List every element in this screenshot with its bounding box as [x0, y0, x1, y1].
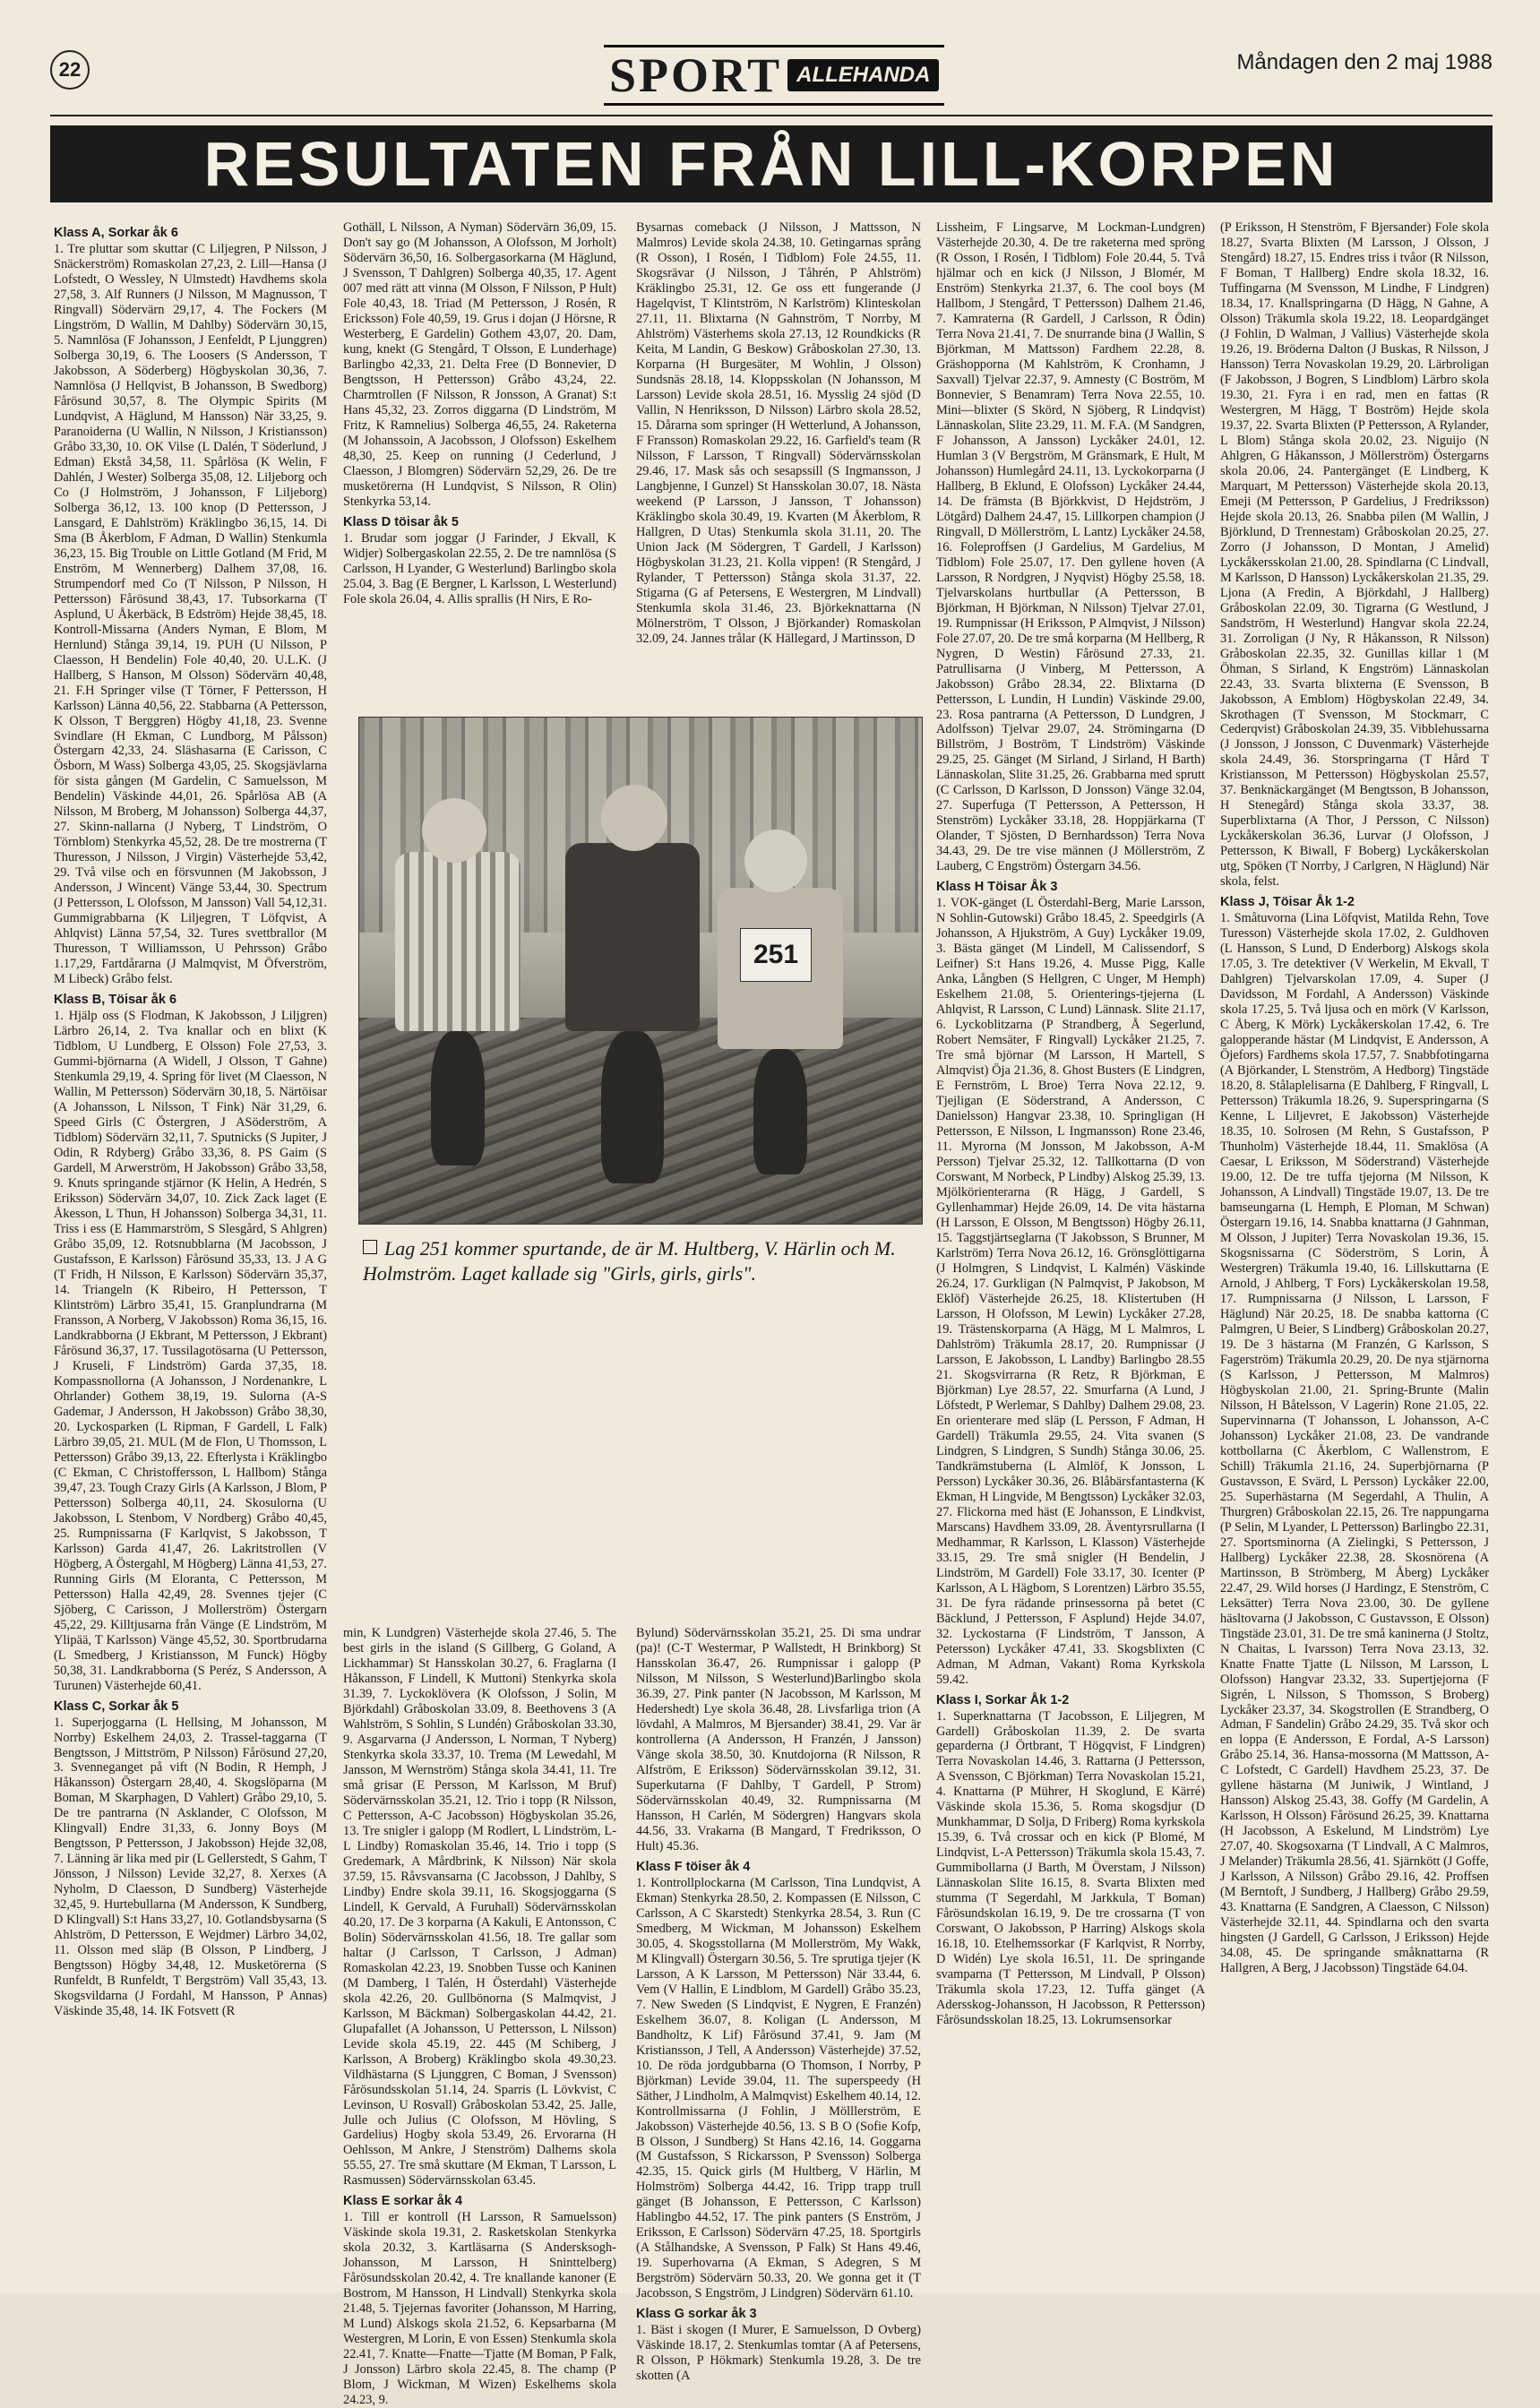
runner-right-head	[744, 830, 807, 892]
results-column-3-lower	[636, 1626, 921, 2384]
results-paragraph: 1. Superknattarna (T Jacobsson, E Liljegren, M Gardell) Gråboskolan 11.39, 2. De svarta geparderna (J Örtbrant, T Högqvist, F Lindgren) Terra Novaskolan 14.46, 3. Rattarna (J Pettersson, A Svensson, C Björkman) Terra Novaskolan 15.21, 4. Knattarna (P Mührer, H Skoglund, E Kärré) Väskinde skola 15.36, 5. Roma skogsdjur (D Munkhammar, D Solja, D Friberg) Roma kyrkskola 15.39, 6. Två crossar och en kick (P Blomé, M Lindqvist, L-A Pettersson) Träkumla skola 15.43, 7. Gummibollarna (J Barth, M Överstam, J Nilsson) Lännaskolan Slite 16.15, 8. Svarta Blixten med stumma (T Segerdahl, M Jarkkula, T Boman) Fårösundskolan 16.19, 9. De tre crossarna (T von Corswant, O Jakobsson, P Harring) Alskogs skola 16.18, 10. Etelhemssorkar (F Karlqvist, R Norrby, D Widén) Lye skola 16.51, 11. De springande svamparna (T Pettersson, M Lindvall, P Olsson) Träkumla skola 17.23, 12. Tuffa gänget (A Adersskog-Johansson, H Jacobsson, R Pettersson) Fårösundsskolan 18.25, 13. Lokrumsensorkar	[936, 1708, 1205, 2028]
results-paragraph: (P Eriksson, H Stenström, F Bjersander) Fole skola 18.27, Svarta Blixten (M Larsson, J Olsson, J Stengård) 18.27, 15. Endres triss i tvåor (R Nilsson, F Boman, T Hallberg) Endre skola 18.32, 16. Tuffingarna (M Svensson, M Lindhe, F Lindgren) 18.34, 17. Knallspringarna (D Hägg, N Gahne, A Olsson) Träkumla skola 19.22, 18. Leopardgänget (J Fohlin, D Walman, J Vallius) Västerhejde skola 19.26, 19. Bröderna Dalton (J Buskas, R Nilsson, J Hansson) Terra Novaskolan 19.29, 20. Lärbroligan (F Jakobsson, J Bogren, S Lindblom) Lärbro skola 19.30, 21. Fyra i en rad, men en fattas (R Westergren, M Hägg, T Boström) Hejde skola 19.37, 22. Svarta Blixten (P Pettersson, A Rylander, L Blom) Stånga skola 20.02, 23. Niguijo (N Ahlgren, G Håkansson, J Möllerström) Östergarns skola 20.06, 24. Pantergänget (E Lindberg, K Marquart, M Pettersson) Västerhejde skola 20.13, Emeji (M Pettersson, P Gardelius, J Fredriksson) Hejde skola 20.13, 26. Snabba pilen (M Wallin, J Björklund, D Trennestam) Gråboskolan 20.25, 27. Zorro (J Johansson, D Montan, J Amelid) Lyckåkersskolan 21.00, 28. Spindlarna (C Lindvall, M Karlsson, D Hansson) Lyckåkerskolan 21.35, 29. Ljona (A Fredin, A Björkdahl, J Hallberg) Gråboskolan 22.09, 30. Tigrarna (G Westlund, J Sandström, H Westerlund) Hangvar skola 22.24, 31. Zorroligan (J Ny, R Håkansson, R Nilsson) Gråboskolan 22.35, 32. Gunillas killar 1 (M Öhman, S Sirland, K Engström) Lännaskolan 22.43, 33. Svarta blixterna (E Svensson, B Jakobsson, A Emblom) Högbyskolan 22.49, 34. Skrothagen (T Svensson, M Stockmarr, C Cederqvist) Gråboskolan 24.39, 35. Vibblehussarna (J Jonsson, J Jonsson, C Duvenmark) Västerhejde skola 24.49, 36. Storspringarna (T Hård T Kristiansson, M Pettersson) Högbyskolan 25.57, 37. Benknäckargänget (M Bengtsson, B Johansson, H Stenegård) Stånga skola 33.37, 38. Superblixtarna (A Thor, J Persson, C Nilsson) Lyckåkerskolan 36.36, Lurvar (J Olofsson, J Pettersson, K Biwall, F Boberg) Lyckåkerskolan utg, Spöken (T Norrby, J Carlgren, N Häglund) När skola, felst.	[1220, 220, 1489, 890]
results-paragraph: min, K Lundgren) Västerhejde skola 27.46, 5. The best girls in the island (S Gillberg, G Goland, A Lickhammar) St Hansskolan 30.27, 6. Fraglarna (I Håkansson, F Lindell, K Muttoni) Stenkyrka skola 31.39, 7. Lyckoklövera (K Olofsson, J Solin, M Björkdahl) Gråboskolan 33.09, 8. Beethovens 3 (A Wahlström, S Sohlin, S Lundén) Gråboskolan 33.30, 9. Asgarvarna (J Andersson, L Norman, T Nyberg) Stenkyrka skola 33.37, 10. Trema (M Lewedahl, M Jansson, M Wernström) Stånga skola 34.41, 11. Tre små grisar (E Persson, M Karlsson, M Bruf) Södervärnsskolan 35.21, 12. Trio i topp (R Nilsson, C Pettersson, A-C Jacobsson) Högbyskolan 35.26, 13. Tre snigler i galopp (M Rodlert, L Lindström, L-L Lindby) Romaskolan 35.46, 14. Trio i topp (S Gredemark, A Mårdbrink, K Nilsson) När skola 37.59, 15. Råvsvansarna (C Jacobsson, J Dahlby, S Lindby) Endre skola 39.11, 16. Skogsjoggarna (S Lindell, K Gervald, A Furuhall) Södervärnsskolan 40.20, 17. De 3 korparna (A Kakuli, E Antonsson, C Bolin) Södervärnsskolan 41.56, 18. Tre gallar som haltar (J Carlsson, T Carlsson, J Adman) Romaskolan 42.23, 19. Snobben Tusse och Kaninen (M Damberg, I Talén, H Österdahl) Västerhejde skola 42.26, 20. Gullbönorna (S Malmqvist, J Karlsson, M Bäckman) Solbergaskolan 44.42, 21. Glupafallet (A Johansson, U Pettersson, L Nilsson) Levide skola 45.19, 22. 445 (M Schiberg, J Karlsson, A Broberg) Kräklingbo skola 49.30,23. Vildhästarna (S Ljunggren, C Boman, J Svensson) Fårösundsskolan 51.14, 24. Sparris (L Lövkvist, C Levinson, U Rosvall) Gråboskolan 53.42, 25. Jalle, Julle och Julius (C Olofsson, M Hövling, S Gardelius) Hogby skola 53.49, 26. Ervorarna (H Oehlsson, M Ankre, J Stenström) Dalhems skola 55.55, 27. Tre små skuttare (M Ekman, T Larsson, L Rasmussen) Södervärnsskolan 63.45.	[343, 1626, 616, 2189]
class-heading: Klass D töisar åk 5	[343, 514, 459, 529]
headline-banner: RESULTATEN FRÅN LILL-KORPEN	[50, 125, 1493, 202]
runner-legs	[601, 1031, 664, 1183]
runners-photo	[358, 717, 923, 1225]
logo-sport-text: SPORT	[609, 48, 783, 102]
results-column-5	[1220, 220, 1489, 2254]
class-heading: Klass I, Sorkar Åk 1-2	[936, 1692, 1070, 1707]
caption-text: Lag 251 kommer spurtande, de är M. Hultberg, V. Härlin och M. Holmström. Laget kallade sig "Girls, girls, girls".	[363, 1237, 896, 1285]
sport-allehanda-logo	[604, 45, 944, 106]
race-bib: 251	[740, 928, 812, 982]
runner-legs	[753, 1049, 807, 1174]
runner-left-head	[422, 798, 486, 863]
header-rule	[50, 115, 1493, 116]
results-column-1	[54, 220, 327, 2254]
results-paragraph: Bysarnas comeback (J Nilsson, J Mattsson, N Malmros) Levide skola 24.38, 10. Getingarnas språng (R Osson), I Rosén, I Tidblom) Fole 24.55, 11. Skogsrävar (J Nilsson, J Tåhrén, P Ahlström) Kräklingbo 25.31, 12. Ge oss ett fungerande (J Hagelqvist, T Klintström, N Karlström) Klinteskolan 27.11, 11. Blixtarna (N Gahnström, T Norrby, M Ahlström) Västerhems skola 27.13, 12 Roundkicks (R Keita, M Landin, G Beskow) Gråboskolan 27.30, 13. Korparna (H Burgesäter, M Wohlin, J Olsson) Sundsnäs 28.18, 14. Kloppsskolan (N Johansson, M Larsson) Levide skola 28.51, 16. Mysslig 24 sjöd (D Vallin, N Henriksson, D Nilsson) Lärbro skola 28.52, 15. Dårarna som springer (H Wetterlund, A Johansson, F Fransson) Romaskolan 29.22, 16. Garfield's team (R Nilsson, F Larsson, T Ringvall) Södervärnsskolan 29.46, 17. Mask sås och sesapssill (S Ingmansson, J Langbjenne, I Gunzel) St Hansskolan 30.07, 18. Nästa weekend (P Larsson, J Jansson, T Johansson) Kräklingbo skola 30.49, 19. Kvarten (M Åkerblom, R Hallgren, D Utas) Stenkumla skola 31.11, 20. The Union Jack (M Södergren, T Gardell, J Karlsson) Högbyskolan 31.23, 21. Kolla vippen! (R Stengård, J Rylander, T Pettersson) Stånga skola 31.37, 22. Stigarna (G af Petersens, E Westergren, M Lindvall) Stenkumla skola 31.46, 23. Björkeknattarna (N Mölnerström, T Olsson, J Björkander) Romaskolan 32.09, 24. Jannes trålar (K Hällegard, J Martinsson, D	[636, 220, 921, 646]
runner-middle-head	[601, 785, 667, 851]
page-header	[50, 45, 1493, 102]
class-heading: Klass A, Sorkar åk 6	[54, 226, 178, 240]
runner-legs	[431, 1031, 485, 1165]
class-heading: Klass C, Sorkar åk 5	[54, 1698, 179, 1714]
results-column-4	[936, 220, 1205, 2254]
caption-square-icon	[363, 1240, 377, 1254]
results-paragraph: 1. Bäst i skogen (I Murer, E Samuelsson, D Ovberg) Väskinde 18.17, 2. Stenkumlas tomtar (A af Petersens, R Olsson, P Hökmark) Stenkumla 19.28, 3. De tre skotten (A	[636, 2323, 921, 2384]
page-number: 22	[50, 50, 90, 90]
class-heading: Klass E sorkar åk 4	[343, 2194, 463, 2209]
results-column-2	[343, 220, 616, 700]
results-paragraph: 1. Kontrollplockarna (M Carlsson, Tina Lundqvist, A Ekman) Stenkyrka 28.50, 2. Kompassen (E Nilsson, C Carlsson, A C Skarstedt) Stenkyrka 28.54, 3. Run (C Smedberg, M Wickman, M Johansson) Eskelhem 30.05, 4. Skogsstollarna (M Mollerström, My Wakk, M Klingvall) Östergarn 30.56, 5. Tre sprutiga tjejer (K Larsson, A K Larsson, M Pettersson) När 33.44, 6. Vem (V Hallin, E Lindblom, M Gardell) Gråbo 35.23, 7. New Sweden (S Lindqvist, E Nygren, E Franzén) Eskelhem 36.07, 8. Koligan (L Andersson, M Bandholtz, K Lif) Fårösund 37.41, 9. Jam (M Kristiansson, J Tell, A Andersson) Västerhejde) 37.52, 10. De röda jordgubbarna (O Thomson, I Norrby, P Björkman) Levide 39.04, 11. The superspeedy (H Säther, J Lindholm, A Malmqvist) Eskelhem 40.14, 12. Kontrollmissarna (J Fohlin, J Mölllerström, E Jakobsson) Västerhejde 40.56, 13. S B O (Sofie Kofp, B Olsson, J Sundberg) St Hans 42.16, 14. Goggarna (M Gustafsson, S Rickarsson, P Svensson) Solberga 42.35, 15. Quick girls (M Hultberg, V Härlin, M Holmström) Solberga 44.42, 16. Tripp trapp trull gänget (B Johansson, E Pettersson, C Karlsson) Hablingbo 44.52, 17. The pink panters (S Enström, J Eriksson, E Carlsson) Södervärn 47.25, 18. Sportgirls (A Stålhandske, A Svensson, P Falk) St Hans 49.46, 19. Superhovarna (A Ekman, S Adegren, S M Bergström) Södervärn 50.33, 20. We gonna get it (T Jacobsson, S Engström, J Lindgren) Södervärn 61.10.	[636, 1875, 921, 2301]
photo-caption	[363, 1236, 918, 1286]
results-paragraph: Bylund) Södervärnsskolan 35.21, 25. Di sma undrar (pa)! (C-T Westermar, P Wallstedt, H Brinkborg) St Hansskolan 36.47, 26. Rumpnissar i galopp (P Nilsson, M Nilsson, S Westerlund)Barlingbo skola 36.39, 27. Pink panter (N Jacobsson, M Karlsson, M Hedershedt) Lye skola 36.48, 28. Livsfarliga trion (A lövdahl, A Malmros, M Bjersander) 38.41, 29. Var är kontrollerna (A Andersson, H Franzén, J Jansson) Vänge skola 38.50, 30. Knutdojorna (R Nilsson, R Alfström, E Eriksson) Södervärnsskolan 39.12, 31. Superkutarna (F Dahlby, T Gardell, P Strom) Södervärnsskolan 40.49, 32. Rumpnissarna (M Hansson, H Carlén, M Södergren) Hangvars skola 44.56, 33. Vrakarna (B Mangard, T Fredriksson, O Hult) 45.36.	[636, 1626, 921, 1853]
runner-left	[395, 852, 521, 1031]
results-paragraph: 1. VOK-gänget (L Österdahl-Berg, Marie Larsson, N Sohlin-Gutowski) Gråbo 18.45, 2. Speedgirls (A Johansson, A Hjukström, A Guy) Lyckåker 19.09, 3. Bästa gänget (M Lindell, M Calissendorf, S Leifner) S:t Hans 19.26, 4. Musse Pigg, Kalle Anka, Långben (S Hellgren, C Unger, M Hemph) Eskelhem 21.08, 5. Orienterings-tjejerna (L Ahlqvist, R Larsson, C Lund) Lännask. Slite 21.17, 6. Lyckoblitzarna (P Strandberg, Å Segerlund, Robert Nemsäter, F Ringvall) Lyckåker 21.25, 7. Tre små björnar (M Larsson, H Martell, S Almqvist) Öja 21.36, 8. Ghost Busters (E Lindgren, E Fernström, L Broe) Terra Nova 22.12, 9. Tjejligan (E Söderstrand, A Andersson, C Danielsson) Hangvar 23.38, 10. Springligan (H Pettersson, E Nilsson, L Ingmansson) Rone 23.46, 11. Myrorna (M Jonsson, M Jakobsson, A-M Persson) Tjelvar 25.32, 12. Tallkottarna (D von Corswant, M Norbeck, P Lindby) Alskog 25.39, 13. Mjölkörienterarna (R Hägg, J Gardell, S Gyllenhammar) Hejde 26.09, 14. De vita hästarna (H Larsson, E Olsson, M Bengtsson) Högby 26.11, 15. Taggstjärtseglarna (T Jakobsson, S Brunner, M Karlström) Terra Nova 26.12, 16. Grönsglöttigarna (J Holmgren, S Lindqvist, L Kalmén) Väskinde 26.24, 17. Gurkligan (N Palmqvist, P Jakobson, M Eklöf) Västerhejde 26.25, 18. Klistertuben (H Larsson, H Olofsson, M Lewin) Lyckåker 27.28, 19. Trästenskorparna (A Hägg, M L Malmros, L Dahlström) Träkumla 28.17, 20. Rumpnissar (J Larsson, E Jakobsson, L Landby) Barlingbo 28.55 21. Skogsvirrarna (R Retz, R Björkman, E Björkman) Lye 28.57, 22. Smurfarna (A Lund, J Löfstedt, P Werlemar, S Dahlby) Dalhem 29.08, 23. En orienterare med släp (L Persson, F Adman, H Gardell) Träkumla 29.55, 24. Vita svanen (S Lindgren, S Lindgren, S Sundh) Stånga 30.06, 25. Tandkrämstuberna (L Almlöf, K Jonsson, L Persson) Lyckåker 30.36, 26. Blåbärsfantasterna (K Ekman, H Lingvide, M Bengtsson) Lyckåker 32.03, 27. Flickorna med häst (E Johansson, E Lindkvist, Marscans) Havdhem 33.09, 28. Äventyrsrullarna (I Medhammar, R Karlsson, L Klasson) Västerhejde 33.15, 29. Tre små snigler (H Bendelin, J Lindström, M Gardell) Fole 33.17, 30. Icenter (P Karlsson, A L Hägbom, S Lorentzen) Lärbro 35.55, 31. De fyra rädande prinsessorna på betet (C Bäcklund, J Pettersson, F Asplund) Hejde 34.07, 32. Lyckostarna (F Lindström, T Jansson, A Petersson) Lyckåker 47.41, 33. Skogsblixten (C Adman, M Adman, Vakant) Roma Kyrkskola 59.42.	[936, 896, 1205, 1687]
logo-allehanda-text: ALLEHANDA	[787, 59, 939, 91]
results-column-3	[636, 220, 921, 700]
results-paragraph: 1. Tre pluttar som skuttar (C Liljegren, P Nilsson, J Snäckerström) Romaskolan 27,23, 2. Lill—Hansa (J Lofstedt, O Wessley, N Ulmstedt) Havdhems skola 27,58, 3. Alf Runners (J Nilsson, M Magnusson, T Ringvall) Södervärn 29,17, 4. The Fockers (M Lingström, D Wallin, M Dahlby) Södervärn 30,15, 5. Namnlösa (F Johansson, J Eenfeldt, P Ljunggren) Solberga 30,19, 6. The Loosers (S Andersson, T Jakobsson, A Söderberg) Högbyskolan 30,36, 7. Namnlösa (J Hellqvist, B Johansson, B Swedborg) Fårösund 30,57, 8. The Olympic Spirits (M Lundqvist, A Häglund, M Hansson) När 33,25, 9. Paranoiderna (U Wallin, N Nilsson, J Kristiansson) Gråbo 33,30, 10. OK Vilse (L Dalén, T Söderlund, J Edman) Ekstå 34,58, 11. Spårlösa (K Welin, F Dahlén, J Wester) Solberga 35,08, 12. Liljeborg och Co (J Holmström, J Johansson, F Liljeborg) Solberga 36,12, 13. 100 knop (D Pettersson, J Lansgard, E Dahlström) Kräklingbo 36,15, 14. Di Sma (B Åkerblom, F Adman, D Wallin) Stenkumla 36,23, 15. Big Trouble on Little Gotland (M Frid, M Enström, M Wennerberg) Dalhem 37,08, 16. Strumpendorf med Co (T Nilsson, P Nilsson, H Pettersson) Fårösund 38,43, 17. Tubsorkarna (T Asplund, U Åkerbäck, B Edström) Hejde 38,45, 18. Kontroll-Missarna (Anders Nyman, E Blom, M Hernlund) Stånga 39,14, 19. PUH (U Nilsson, P Claesson, H Bendelin) Fole 40,40, 20. U.L.K. (J Hallberg, S Hanson, M Olsson) Södervärn 40,48, 21. F.H Springer vilse (T Törner, F Pettersson, H Karlsson) Länna 40,56, 22. Stabbarna (A Pettersson, K Olsson, T Berggren) Högby 41,18, 23. Svenne Svindlare (H Ekman, C Lundborg, M Pålsson) Östergarn 42,33, 24. Släshasarna (E Carisson, C Ösborn, M Wass) Solberga 43,05, 25. Skogsjävlarna för sista gången (M Gardelin, C Samuelsson, M Bendelin) Väskinde 44,01, 26. Spårlösa AB (A Nilsson, M Broberg, M Johansson) Solberga 44,37, 27. Skinn-nallarna (J Nyberg, T Lindström, O Törnblom) Stenkyrka 45,52, 28. De tre mostrerna (T Thuresson, J Nilsson, J Virgin) Västerhejde 53,42, 29. Två vilse och en försvunnen (M Jakobsson, J Andersson, J Wincent) Vänge 53,44, 30. Spectrum (J Pettersson, L Olofsson, M Jansson) Vall 54,12,31. Gummigrabbarna (K Liljegren, T Löfqvist, A Ahlqvist) Länna 57,54, 32. Tures svettbrallor (M Thuresson, T Williamsson, U Pehrsson) Gråbo 1.17,29, Fartdårarna (J Malmqvist, M Öfverström, M Libeck) Gråbo felst.	[54, 242, 327, 987]
results-paragraph: 1. Till er kontroll (H Larsson, R Samuelsson) Väskinde skola 19.31, 2. Rasketskolan Stenkyrka skola 20.32, 3. Kartläsarna (S Andersksogh-Johansson, M Larsson, H Sninttelberg) Fårösundsskolan 20.42, 4. Tre knallande kanoner (E Bostrom, M Hansson, H Lindvall) Stenkyrka skola 21.48, 5. Tjejernas favoriter (Johansson, M Harring, M Lund) Alskogs skola 21.52, 6. Kepsarbarna (M Westergren, M Lorin, E von Essen) Stenkumla skola 22.41, 7. Knatte—Fnatte—Tjatte (M Boman, P Falk, J Jonsson) Lärbro skola 22.45, 8. The champ (P Blom, J Wickman, M Wizen) Eskelhems skola 24.23, 9.	[343, 2210, 616, 2408]
results-paragraph: 1. Brudar som joggar (J Farinder, J Ekvall, K Widjer) Solbergaskolan 22.55, 2. De tre namnlösa (S Carlsson, H Lyander, G Westerlund) Barlingbo skola 25.04, 3. Bag (E Bergner, L Karlsson, L Westerlund) Fole skola 26.04, 4. Allis sprallis (H Nirs, E Ro-	[343, 530, 616, 606]
class-heading: Klass G sorkar åk 3	[636, 2307, 757, 2322]
runner-middle	[565, 843, 700, 1031]
dateline: Måndagen den 2 maj 1988	[1236, 50, 1493, 74]
results-paragraph: Lissheim, F Lingsarve, M Lockman-Lundgren) Västerhejde 20.30, 4. De tre raketerna med spröng (R Osson, I Rosén, I Tidblom) Fole 20.44, 5. Två hjälmar och en kick (J Nilsson, J Blomér, M Enström) Stenkyrka 21.37, 6. The cool boys (M Hallbom, J Stengård, T Pettersson) Dalhem 21.46, 7. Kamraterna (R Gardell, J Carlsson, R Ödin) Terra Nova 21.41, 7. De snurrande bina (J Wallin, S Björkman, M Mattsson) Fardhem 22.28, 8. Gräshopporna (M Kahlström, K Cronhamn, J Saxvall) Tjelvar 22.37, 9. Amnesty (C Boström, M Bonnevier, S Benamram) Terra Nova 22.55, 10. Mini—blixter (S Skörd, N Sjöberg, R Lindqvist) Lännaskolan, Slite 23.29, 11. M. F.A. (M Sandgren, F Johansson, A Jansson) Lyckåker 24.01, 12. Humlan 3 (V Bergström, M Gränsmark, E Hult, M Johansson) Humlegård 24.11, 13. Lyckokorparna (J Hallberg, B Eklund, E Olofsson) Lyckåker 24.44, 14. De främsta (B Björkkvist, D Hejdström, J Lötgård) Dalhem 24.47, 15. Lillkorpen champion (J Ringvall, D Möllerström, L Lantz) Lyckåker 24.58, 16. Foleproffsen (J Gardelius, M Gardelius, M Tidblom) Fole 25.07, 17. Den gyllene hoven (A Larsson, R Nordgren, J Nyqvist) Högby 25.58, 18. Tjelvarskolans hurtbullar (A Pettersson, B Björkman, H Björkman, N Nilsson) Tjelvar 27.01, 19. Rumpnissar (H Eriksson, P Almqvist, J Nilsson) Fole 27.07, 20. De tre små korparna (M Hellberg, R Nygren, D Westin) Fårösund 27.33, 21. Patrullisarna (J Vinberg, M Pettersson, A Jakobsson) Gråbo 28.34, 22. Blixtarna (D Pettersson, L Lundin, H Lundin) Väskinde 29.00, 23. Rosa pantrarna (A Pettersson, D Lundgren, J Adolfsson) Tjelvar 29.07, 24. Strömingarna (D Billström, J Boström, T Lindström) Väskinde 29.25, 25. Gänget (M Sirland, J Sirland, H Barth) Lännaskolan, Slite 31.25, 26. Grabbarna med sprutt (C Carlsson, D Karlsson, D Jonsson) Vänge 32.04, 27. Superfuga (T Pettersson, A Pettersson, H Stenström) Lyckåker 33.18, 28. Hoppjärkarna (T Olander, T Sjösten, D Bernhardsson) Terra Nova 34.43, 29. De tre vise männen (J Möllerström, Z Lauberg, C Engström) Östergarn 34.56.	[936, 220, 1205, 874]
class-heading: Klass F töiser åk 4	[636, 1859, 751, 1874]
results-column-2-lower	[343, 1626, 616, 2408]
class-heading: Klass H Töisar Åk 3	[936, 880, 1058, 895]
class-heading: Klass J, Töisar Åk 1-2	[1220, 895, 1355, 910]
results-paragraph: 1. Småtuvorna (Lina Löfqvist, Matilda Rehn, Tove Turesson) Västerhejde skola 17.02, 2. Guldhoven (L Hansson, S Lund, D Enderborg) Alskogs skola 17.05, 3. Tre detektiver (V Werkelin, M Ekvall, T Dahlgren) Tjelvarskolan 17.09, 4. Super (J Davidsson, M Fordahl, A Andersson) Väskinde skola 17.25, 5. Två ljusa och en mörk (V Karlsson, C Åberg, K Mörk) Lyckåkerskolan 17.42, 6. Tre galopperande hästar (M Lindqvist, E Andersson, A Öjefors) Fardhems skola 17.57, 7. Snabbfotingarna (A Björkander, L Stenström, A Hedborg) Tingstäde 18.20, 8. Stålaplelisarna (E Dahlberg, F Ringvall, L Pettersson) Träkumla 18.26, 9. Superspringarna (S Kenne, L Liljevret, E Jakobsson) Västerhejde 18.35, 10. Solrosen (M Rehn, S Gustafsson, P Thunholm) Västerhejde 18.44, 11. Smaklösa (A Caesar, L Eriksson, M Söderstrand) Västerhejde 19.00, 12. De tre tuffa tjejorna (M Nilsson, K Johansson, A Lindvall) Tingstäde 19.07, 13. De tre bamseungarna (L Hemph, E Ploman, M Schwan) Östergarn 19.16, 14. Snabba knattarna (J Gahnman, M Olsson, J Jupiter) Terra Novaskolan 19.36, 15. Skogsnissarna (C Söderström, S Lorin, Å Westergren) Träkumla 19.40, 16. Lillskuttarna (E Arnold, J Ahlberg, T Fors) Lyckåkerskolan 19.58, 17. Rumpnissarna (J Nilsson, L Larsson, F Häglund) När 20.25, 18. De snabba kattorna (C Palmgren, U Beier, S Lindberg) Gråboskolan 20.27, 19. De 3 hästarna (M Franzén, G Karlsson, S Fagerström) Träkumla 20.29, 20. De nya stjärnorna (S Karlsson, J Pettersson, M Malmros) Högbyskolan 21.00, 21. Spring-Brunte (Malin Nilsson, H Båtelsson, V Lagerin) Rone 21.05, 22. Supervinnarna (T Johansson, L Johansson, A-C Johansson) Lyckåker 21.08, 23. De vandrande kottbollarna (C Åkerblom, C Wallenstrom, E Schill) Träkumla 21.16, 24. Superbjörnarna (P Gustavsson, E Svärd, L Persson) Lyckåker 22.00, 25. Superhästarna (M Segerdahl, A Thulin, A Thurgren) Gråboskolan 22.15, 26. Tre nappungarna (P Selin, M Lyander, L Pettersson) Barlingbo 22.31, 27. Sportsminorna (A Zielingki, S Pettersson, J Hallberg) Lyckåker 22.38, 28. Skosnörena (A Martinsson, B Strömberg, M Åberg) Lyckåker 22.47, 29. Wild horses (J Hardingz, E Stenström, C Leksätter) Terra Nova 23.00, 30. De gyllene häsltovarna (J Jakobsson, C Gustavsson, E Olsson) Tingstäde 23.01, 31. De tre små kaninerna (J Stoltz, N Chaitas, L Ivarsson) Terra Nova 23.13, 32. Knatte Fnatte Tjatte (L Nilsson, M Larsson, L Olofsson) Hangvar 23.32, 33. Supertjejorna (F Sigrén, L Nilsson, S Thomsson, S Broberg) Lyckåker 23.37, 34. Skogstrollen (E Strandberg, O Adman, F Sandelin) Gråbo 24.29, 35. Två skor och en loppa (E Andersson, E Fordal, A-S Larsson) Gråbo 25.14, 36. Hansa-mossorna (M Mattsson, A-C Lofstedt, C Gardell) Havdhem 25.23, 37. De gyllene hästarna (M Juniwik, J Wintland, J Hansson) Alskog 25.43, 38. Goffy (M Gardelin, A Karlsson, H Olsson) Fårösund 26.25, 39. Knattarna (H Jacobsson, A Eskelund, M Lindström) Lye 27.07, 40. Skogsoxarna (T Lindvall, A C Malmros, J Melander) Träkumla 28.56, 41. Sjärnkött (J Goffe, J Karlsson, A Nilsson) Gråbo 29.16, 42. Proffsen (M Berntoft, J Sundberg, J Hallberg) Gråbo 29.59, 43. Knattarna (E Sandgren, A Claesson, C Nilsson) Västerhejde 32.11, 44. Spindlarna och den svarta hingsten (J Gardell, G Carlsson, J Eriksson) Hejde 34.08, 45. De springande småknattarna (R Hallgren, A Berg, J Jacobsson) Tingstäde 64.04.	[1220, 911, 1489, 1976]
results-paragraph: Gothäll, L Nilsson, A Nyman) Södervärn 36,09, 15. Don't say go (M Johansson, A Olofsson, M Jorholt) Södervärn 36,50, 16. Solbergasorkarna (M Häglund, J Svensson, T Dahlgren) Solberga 40,35, 17. Agent 007 med rätt att vinna (M Olsson, F Nilsson, P Hult) Fole 40,43, 18. Triad (M Pettersson, J Rosén, R Ericksson) Fole 40,59, 19. Grus i dojan (J Hörsne, R Westerberg, E Gardelin) Gothem 43,07, 20. Dam, kung, knekt (G Stengård, T Olsson, E Lunderhage) Barlingbo 42,33, 21. Delta Free (D Bonnevier, D Bengtsson, H Pettersson) Gråbo 43,24, 22. Charmtrollen (F Nilsson, R Jonsson, A Granat) S:t Hans 45,32, 23. Zorros diggarna (D Lindström, M Fritz, K Ramnelius) Solberga 46,55, 24. Raketerna (M Johanssoin, A Jacobsson, J Olofsson) Eskelhem 48,30, 25. Keep on running (J Cederlund, J Claesson, J Blomgren) Södervärn 52,29, 26. De tre musketörerna (H Lundqvist, S Nilsson, R Olin) Stenkyrka 53,14.	[343, 220, 616, 509]
results-paragraph: 1. Superjoggarna (L Hellsing, M Johansson, M Norrby) Eskelhem 24,03, 2. Trassel-taggarna (T Bengtsson, J Mittström, P Nilsson) Fårösund 27,20, 3. Svenneganget på vift (N Bodin, R Hemph, J Håkansson) Östergarn 28,40, 4. Skogslöparna (M Boman, M Skarphagen, D Vahlert) Gråbo 29,10, 5. De tre pantrarna (N Asklander, C Olofsson, M Klingvall) Endre 31,33, 6. Jonny Boys (M Bengtsson, P Pettersson, J Jakobsson) Hejde 32,08, 7. Länning är lika med pir (L Gellerstedt, S Gahm, T Jönsson, J Nilsson) Levide 32,27, 8. Xerxes (A Nyholm, D Claesson, D Sundberg) Västerhejde 32,45, 9. Hurtebullarna (M Andersson, K Sundberg, D Klingvall) S:t Hans 33,27, 10. Gotlandsbysarna (S Ahlström, D Pettersson, E Wejdmer) Lärbro 34,02, 11. Olsson med släp (B Olsson, P Lindberg, J Bengtsson) Högby 34,48, 12. Musketörerna (S Runfeldt, B Runfeldt, T Bergström) Vall 35,43, 13. Skogsvildarna (J Fordahl, M Hansson, P Annas) Väskinde 35,48, 14. IK Fotsvett (R	[54, 1715, 327, 2019]
class-heading: Klass B, Töisar åk 6	[54, 993, 177, 1008]
results-paragraph: 1. Hjälp oss (S Flodman, K Jakobsson, J Liljgren) Lärbro 26,14, 2. Tva knallar och en blixt (K Tidblom, U Lundberg, E Olsson) Fole 27,53, 3. Gummi-björnarna (A Widell, J Olsson, T Gahne) Stenkumla 29,19, 4. Spring för livet (M Claesson, N Wallin, M Pettersson) Södervärn 30,18, 5. Närtöisar (A Johansson, L Nilsson, T Fink) När 31,29, 6. Speed Girls (C Östergren, J ASöderström, A Tidblom) Södervärn 32,11, 7. Sputnicks (S Jupiter, J Odin, R Rdyberg) Gråbo 33,36, 8. PS Gaim (S Gardell, M Arwerström, H Jakobsson) Gråbo 33,58, 9. Knuts springande stjärnor (K Helin, A Hedrén, S Eriksson) Södervärn 34,07, 10. Zick Zack laget (E Åkesson, L Thun, H Johansson) Solberga 34,31, 11. Triss i ess (E Hammarström, S Slesgård, S Ahlgren) Gråbo 35,09, 12. Rotsnubblarna (M Jacobsson, J Gustafsson, E Karlsson) Fårösund 35,33, 13. J A G (T Fridh, H Nilsson, E Karlsson) Södervärn 35,37, 14. Triangeln (K Ribeiro, H Pettersson, T Klintström) Lärbro 35,41, 15. Granplundrarna (M Fransson, A Norberg, V Jakobsson) Roma 36,15, 16. Landkrabborna (J Ekbrant, M Pettersson, J Ekbrant) Fårösund 36,37, 17. Tussilagotösarna (U Pettersson, J Kruseli, F Lindström) Garda 37,35, 18. Kompassnollorna (A Johansson, J Nordenankre, L Ohrlander) Gothem 38,19, 19. Sulorna (A-S Gademar, J Andersson, H Jakobsson) Gråbo 38,30, 20. Lyckosparken (L Ripman, F Gardell, L Falk) Lärbro 39,05, 21. MUL (M de Flon, U Thomsson, L Pettersson) Gråbo 39,13, 22. Efterlysta i Kräklingbo (C Ekman, C Christoffersson, L Hallbom) Stånga 39,47, 23. Tough Crazy Girls (A Karlsson, J Blom, P Pettersson) Solberga 40,11, 24. Skosulorna (U Jakobsson, L Stenbom, V Nordberg) Gråbo 40,45, 25. Rumpnissarna (F Karlqvist, S Jakobsson, T Karlsson) Garda 41,47, 26. Lakritstrollen (V Högberg, A Östergahl, M Högberg) Länna 41,53, 27. Running Girls (M Eloranta, C Pettersson, M Pettersson) Halla 42,49, 28. Svennes tjejer (C Sjöberg, C Carisson, J Mollerström) Östergarn 45,22, 29. Killtjusarna från Vänge (E Lindström, M Ylipää, T Karlsson) Vänge 45,52, 30. Sportbrudarna (L Smedberg, J Kristiansson, M Funck) Högby 50,38, 31. Landkrabborna (S Peréz, S Andersson, A Turunen) Västerhejde 60,41.	[54, 1009, 327, 1693]
